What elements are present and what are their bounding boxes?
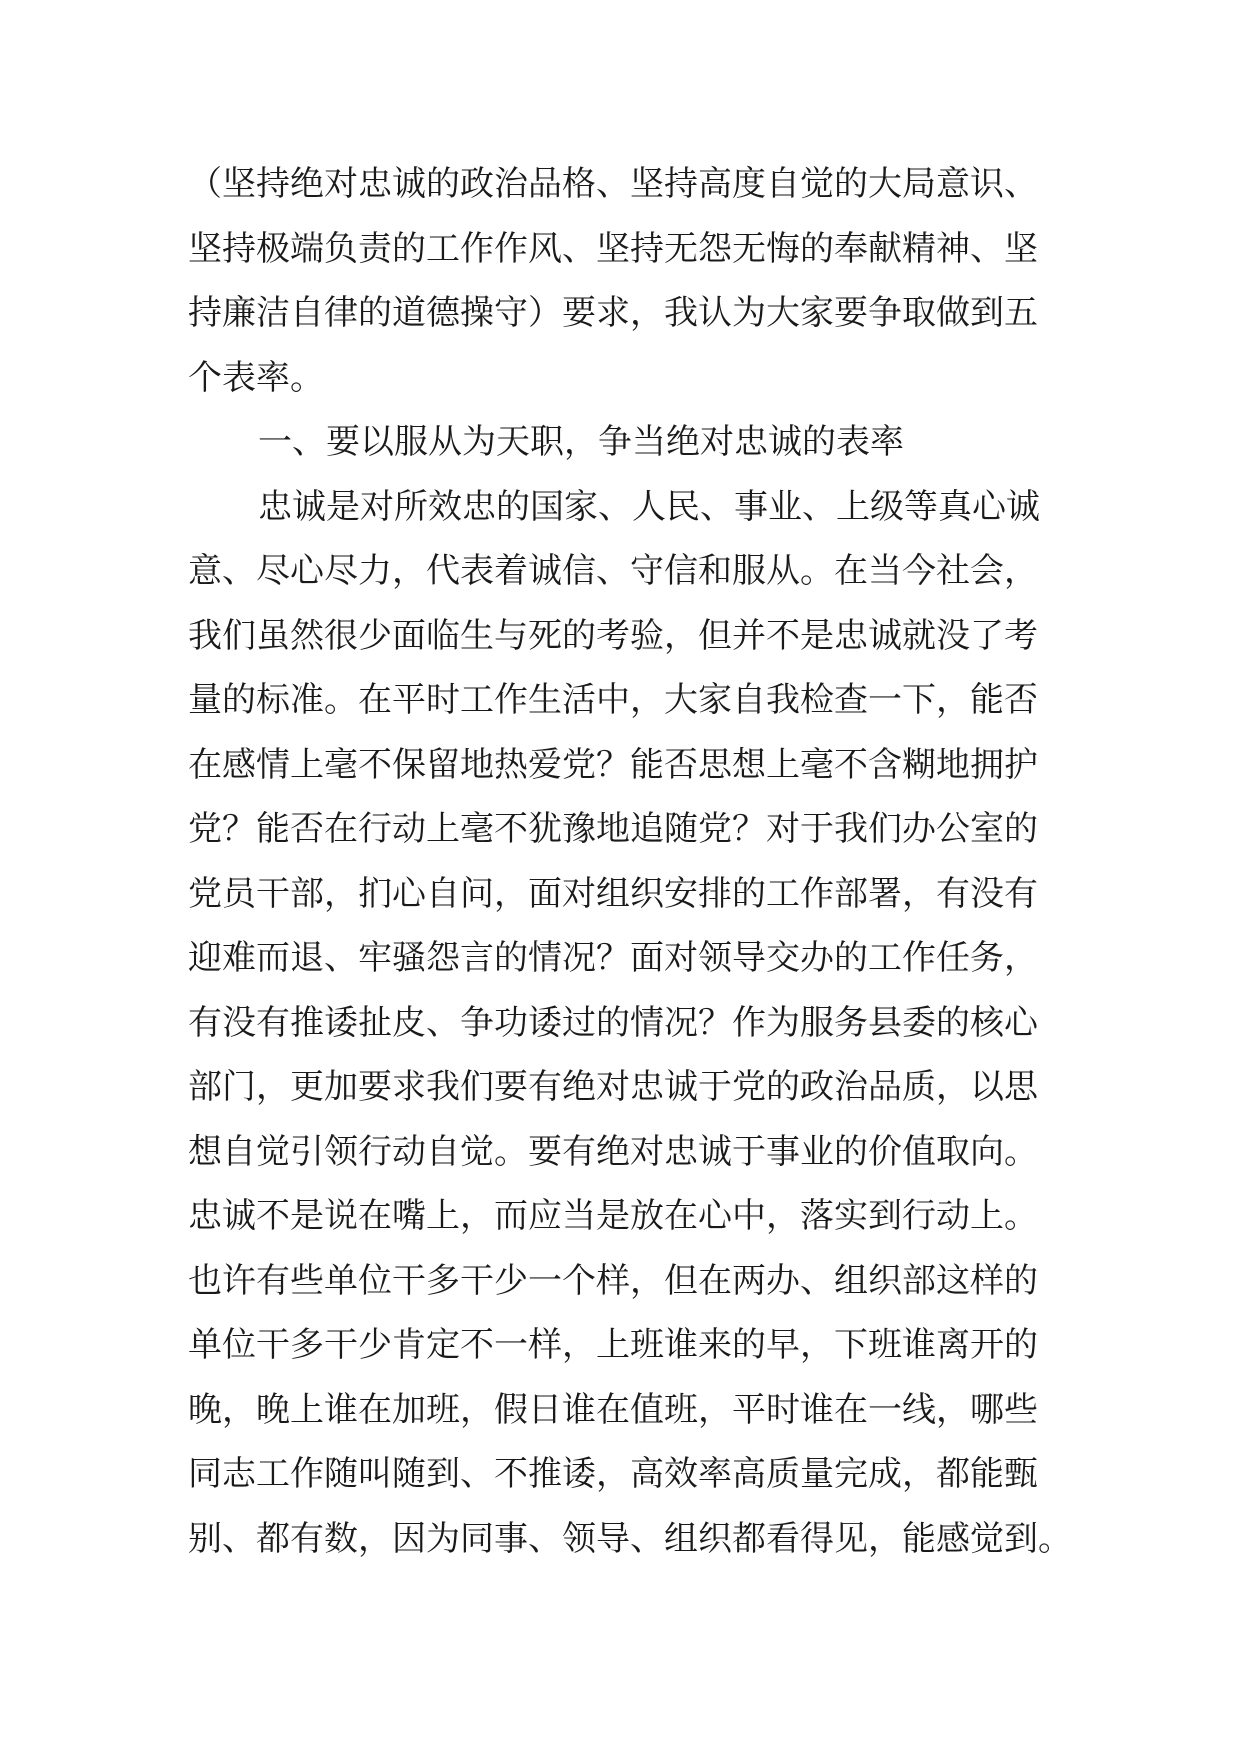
body-line: 想自觉引领行动自觉。要有绝对忠诚于事业的价值取向。: [188, 1131, 1038, 1172]
body-line: 部门，更加要求我们要有绝对忠诚于党的政治品质，以思: [188, 1067, 1038, 1107]
intro-line: 持廉洁自律的道德操守）要求，我认为大家要争取做到五: [188, 293, 1038, 333]
body-line: 有没有推诿扯皮、争功诿过的情况？作为服务县委的核心: [188, 1002, 1038, 1043]
section-heading: 一、要以服从为天职，争当绝对忠诚的表率: [258, 422, 904, 462]
body-line: 党？能否在行动上毫不犹豫地追随党？对于我们办公室的: [188, 809, 1038, 849]
body-line: 在感情上毫不保留地热爱党？能否思想上毫不含糊地拥护: [188, 744, 1038, 785]
document-text: [188, 152, 1072, 1571]
intro-line: 个表率。: [188, 357, 324, 398]
body-line: 我们虽然很少面临生与死的考验，但并不是忠诚就没了考: [188, 615, 1038, 656]
body-line: 党员干部，扪心自问，面对组织安排的工作部署，有没有: [188, 873, 1038, 914]
intro-line: 坚持极端负责的工作作风、坚持无怨无悔的奉献精神、坚: [188, 228, 1038, 269]
body-line: 量的标准。在平时工作生活中，大家自我检查一下，能否: [188, 680, 1038, 720]
body-line: 忠诚不是说在嘴上，而应当是放在心中，落实到行动上。: [188, 1196, 1038, 1236]
body-line: 忠诚是对所效忠的国家、人民、事业、上级等真心诚: [258, 486, 1040, 527]
body-line: 别、都有数，因为同事、领导、组织都看得见，能感觉到。: [188, 1518, 1072, 1559]
body-line: 晚，晚上谁在加班，假日谁在值班，平时谁在一线，哪些: [188, 1389, 1038, 1430]
body-line: 同志工作随叫随到、不推诿，高效率高质量完成，都能甄: [188, 1454, 1038, 1494]
body-line: 单位干多干少肯定不一样，上班谁来的早，下班谁离开的: [188, 1325, 1038, 1365]
body-line: 意、尽心尽力，代表着诚信、守信和服从。在当今社会，: [188, 551, 1038, 591]
intro-line: （坚持绝对忠诚的政治品格、坚持高度自觉的大局意识、: [188, 164, 1038, 204]
body-line: 迎难而退、牢骚怨言的情况？面对领导交办的工作任务，: [188, 938, 1038, 978]
body-line: 也许有些单位干多干少一个样，但在两办、组织部这样的: [188, 1260, 1038, 1301]
